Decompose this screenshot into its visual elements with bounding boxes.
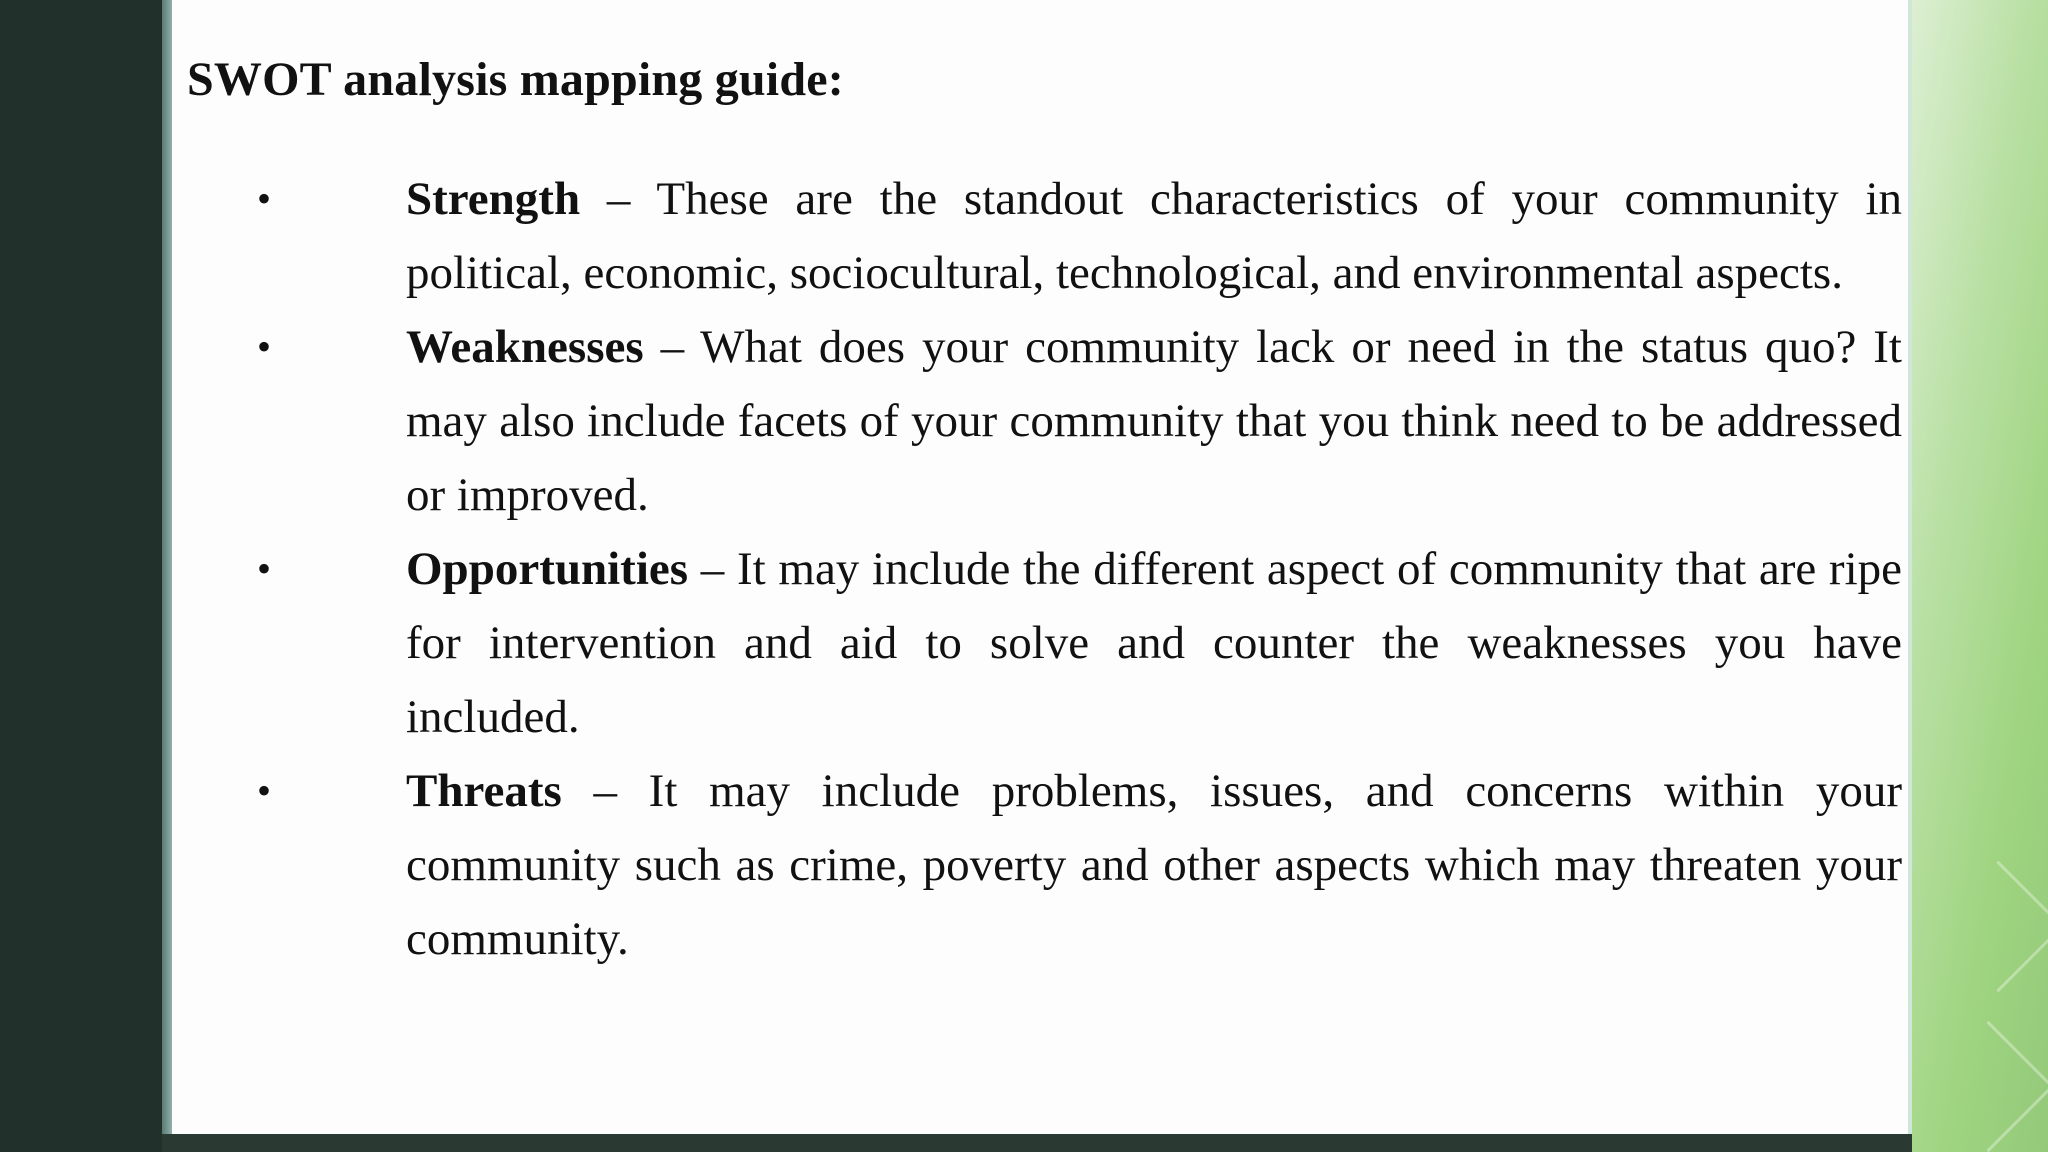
bullet-opportunities — [252, 532, 1902, 754]
bullet-icon: • — [256, 768, 271, 813]
bullet-term: Weaknesses — [406, 321, 644, 373]
bullet-text: – It may include the different aspect of community that are ripe for intervention and aid to solve and counter the weaknesses you have included. — [406, 543, 1902, 743]
bullet-icon: • — [256, 324, 271, 369]
bullet-icon: • — [256, 546, 271, 591]
bullet-term: Opportunities — [406, 543, 689, 595]
chevron-decoration-icon — [1933, 861, 2048, 993]
bullet-text: – It may include problems, issues, and concerns within your community such as crime, poverty and other aspects which may threaten your community. — [406, 765, 1902, 965]
bullet-strength — [252, 162, 1902, 310]
left-panel-edge — [162, 0, 172, 1152]
bullet-text: – What does your community lack or need in the status quo? It may also include facets of your community that you think need to be addressed or improved. — [406, 321, 1902, 521]
bullet-threats — [252, 754, 1902, 976]
bullet-term: Threats — [406, 765, 562, 817]
swot-bullet-list — [252, 162, 1902, 976]
slide-content — [172, 0, 1908, 1134]
bullet-text: – These are the standout characteristics of your community in political, economic, sociocultural, technological, and environmental aspects. — [406, 173, 1902, 299]
slide-title: SWOT analysis mapping guide: — [187, 53, 844, 106]
chevron-decoration-icon — [1923, 1021, 2048, 1152]
bullet-weaknesses — [252, 310, 1902, 532]
left-dark-panel — [0, 0, 162, 1152]
bullet-icon: • — [256, 176, 271, 221]
bullet-term: Strength — [406, 173, 581, 225]
bottom-dark-bar — [162, 1134, 1912, 1152]
right-green-panel — [1912, 0, 2048, 1152]
